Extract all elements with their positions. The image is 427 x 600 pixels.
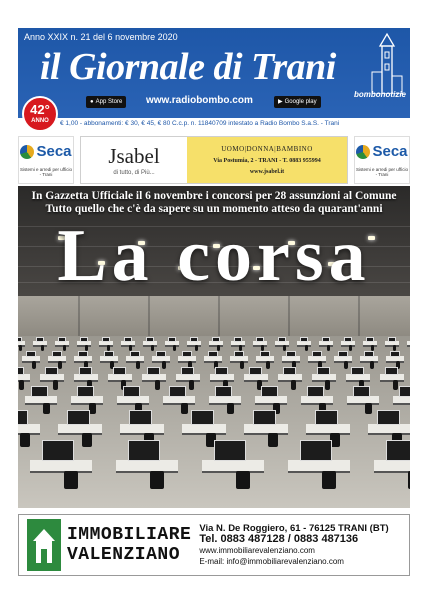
- agency-address: Via N. De Roggiero, 61 - 76125 TRANI (BT): [199, 523, 389, 534]
- masthead: [18, 28, 410, 118]
- headline: La corsa: [57, 215, 371, 297]
- seca-logo: [356, 143, 407, 160]
- subscription-line: € 1,00 - abbonamenti: € 30, € 45, € 80 C.c.p. n. 11840709 intestato a Radio Bombo S.a.S. - Trani: [60, 120, 340, 127]
- caption-line-2: Tutto quello che c'è da sapere su un momento atteso da quarant'anni: [45, 203, 383, 215]
- newspaper-title: il Giornale di Trani: [40, 46, 336, 88]
- seca-ad-left[interactable]: [18, 136, 74, 184]
- ads-row: [18, 136, 410, 184]
- issue-line: Anno XXIX n. 21 del 6 novembre 2020: [24, 32, 178, 42]
- anniversary-word: ANNO: [31, 118, 49, 124]
- cover-photo: [18, 186, 410, 508]
- caption-line-1: In Gazzetta Ufficiale il 6 novembre i concorsi per 28 assunzioni al Comune: [31, 190, 397, 202]
- seca-ad-right[interactable]: [354, 136, 410, 184]
- agency-contact: [199, 523, 388, 567]
- photo-caption: [18, 190, 410, 216]
- seca-swirl-icon: [356, 145, 370, 159]
- seca-subtitle: Sistemi e arredi per ufficio - Trani: [356, 166, 408, 177]
- app-store-label: App Store: [95, 99, 123, 105]
- agency-name-line-1: IMMOBILIARE: [67, 525, 192, 545]
- jsabel-address: Via Postumia, 2 - TRANI - T. 0883 955994: [213, 158, 321, 164]
- jsabel-brand: Jsabel: [108, 144, 160, 168]
- seca-brand: Seca: [372, 143, 408, 160]
- agency-name: [67, 525, 191, 565]
- agency-phone[interactable]: Tel. 0883 487128 / 0883 487136: [199, 533, 359, 545]
- play-icon: ▶: [278, 99, 283, 105]
- seca-brand: Seca: [36, 143, 72, 160]
- google-play-label: Google play: [284, 99, 317, 105]
- anniversary-number: 42°: [30, 102, 50, 117]
- bell-tower-icon: [370, 32, 404, 94]
- google-play-badge[interactable]: [274, 96, 321, 108]
- seca-subtitle: Sistemi e arredi per ufficio - Trani: [20, 166, 72, 177]
- agency-name-line-2: VALENZIANO: [67, 545, 181, 565]
- website-link[interactable]: www.radiobombo.com: [146, 95, 253, 106]
- jsabel-website[interactable]: www.jsabel.it: [249, 169, 285, 175]
- jsabel-tagline: di tutto, di Più...: [113, 170, 155, 176]
- seca-swirl-icon: [20, 145, 34, 159]
- agency-email[interactable]: E-mail: info@immobiliarevalenziano.com: [199, 557, 344, 566]
- seca-logo: [20, 143, 71, 160]
- house-logo-icon: [27, 519, 61, 571]
- jsabel-ad[interactable]: [80, 136, 348, 184]
- agency-website[interactable]: www.immobiliarevalenziano.com: [199, 546, 315, 555]
- brand-tag: bombonotizie: [354, 90, 406, 99]
- apple-icon: ●: [90, 99, 94, 105]
- app-store-badge[interactable]: [86, 96, 126, 108]
- jsabel-categories: UOMO|DONNA|BAMBINO: [221, 145, 313, 153]
- immobiliare-ad[interactable]: [18, 514, 410, 576]
